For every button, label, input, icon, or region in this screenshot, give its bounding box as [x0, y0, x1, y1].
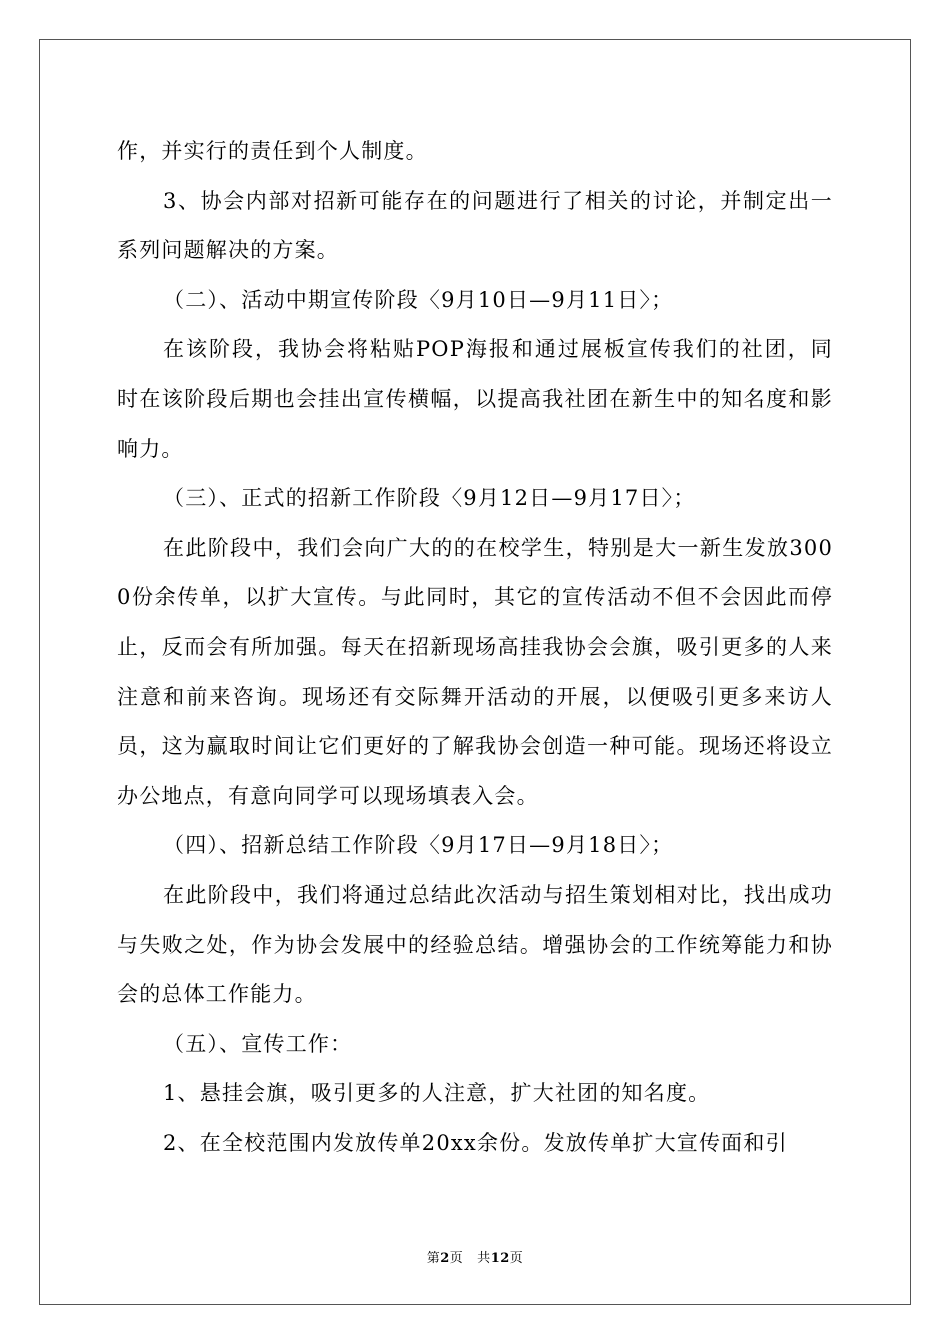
page-suffix: 页	[449, 1251, 464, 1266]
total-pages: 12	[490, 1251, 510, 1266]
section-heading-2: （二）、活动中期宣传阶段〈9月10日—9月11日〉；	[163, 287, 674, 312]
section-heading-3: （三）、正式的招新工作阶段〈9月12日—9月17日〉；	[163, 486, 696, 511]
page-prefix: 第	[426, 1251, 441, 1266]
paragraph-6: 在此阶段中，我们会向广大的的在校学生，特别是大一新生发放3000份余传单，以扩大宣传。与此同时，其它的宣传活动不但不会因此而停止，反而会有所加强。每天在招新现场高挂我协会会旗，吸引更多的人来注意和前来咨询。现场还有交际舞开活动的开展，以便吸引更多来访人员，这为赢取时间让它们更好的了解我协会创造一种可能。现场还将设立办公地点，有意向同学可以现场填表入会。	[117, 535, 833, 808]
section-heading-5: （五）、宣传工作：	[163, 1031, 353, 1056]
document-body	[117, 127, 833, 1168]
paragraph-2: 3、协会内部对招新可能存在的问题进行了相关的讨论，并制定出一系列问题解决的方案。	[117, 188, 833, 263]
paragraph-4: 在该阶段，我协会将粘贴POP海报和通过展板宣传我们的社团，同时在该阶段后期也会挂出宣传横幅，以提高我社团在新生中的知名度和影响力。	[117, 337, 833, 461]
page-number: 2	[440, 1251, 450, 1266]
paragraph-10: 1、悬挂会旗，吸引更多的人注意，扩大社团的知名度。	[163, 1081, 711, 1106]
paragraph-8: 在此阶段中，我们将通过总结此次活动与招生策划相对比，找出成功与失败之处，作为协会发展中的经验总结。增强协会的工作统筹能力和协会的总体工作能力。	[117, 882, 833, 1007]
section-heading-4: （四）、招新总结工作阶段〈9月17日—9月18日〉；	[163, 833, 674, 858]
paragraph-11: 2、在全校范围内发放传单20xx余份。发放传单扩大宣传面和引	[163, 1130, 788, 1155]
total-suffix: 页	[509, 1251, 524, 1266]
total-prefix: 共	[477, 1251, 491, 1266]
page-footer	[0, 1247, 950, 1266]
paragraph-1: 作，并实行的责任到个人制度。	[117, 139, 428, 163]
